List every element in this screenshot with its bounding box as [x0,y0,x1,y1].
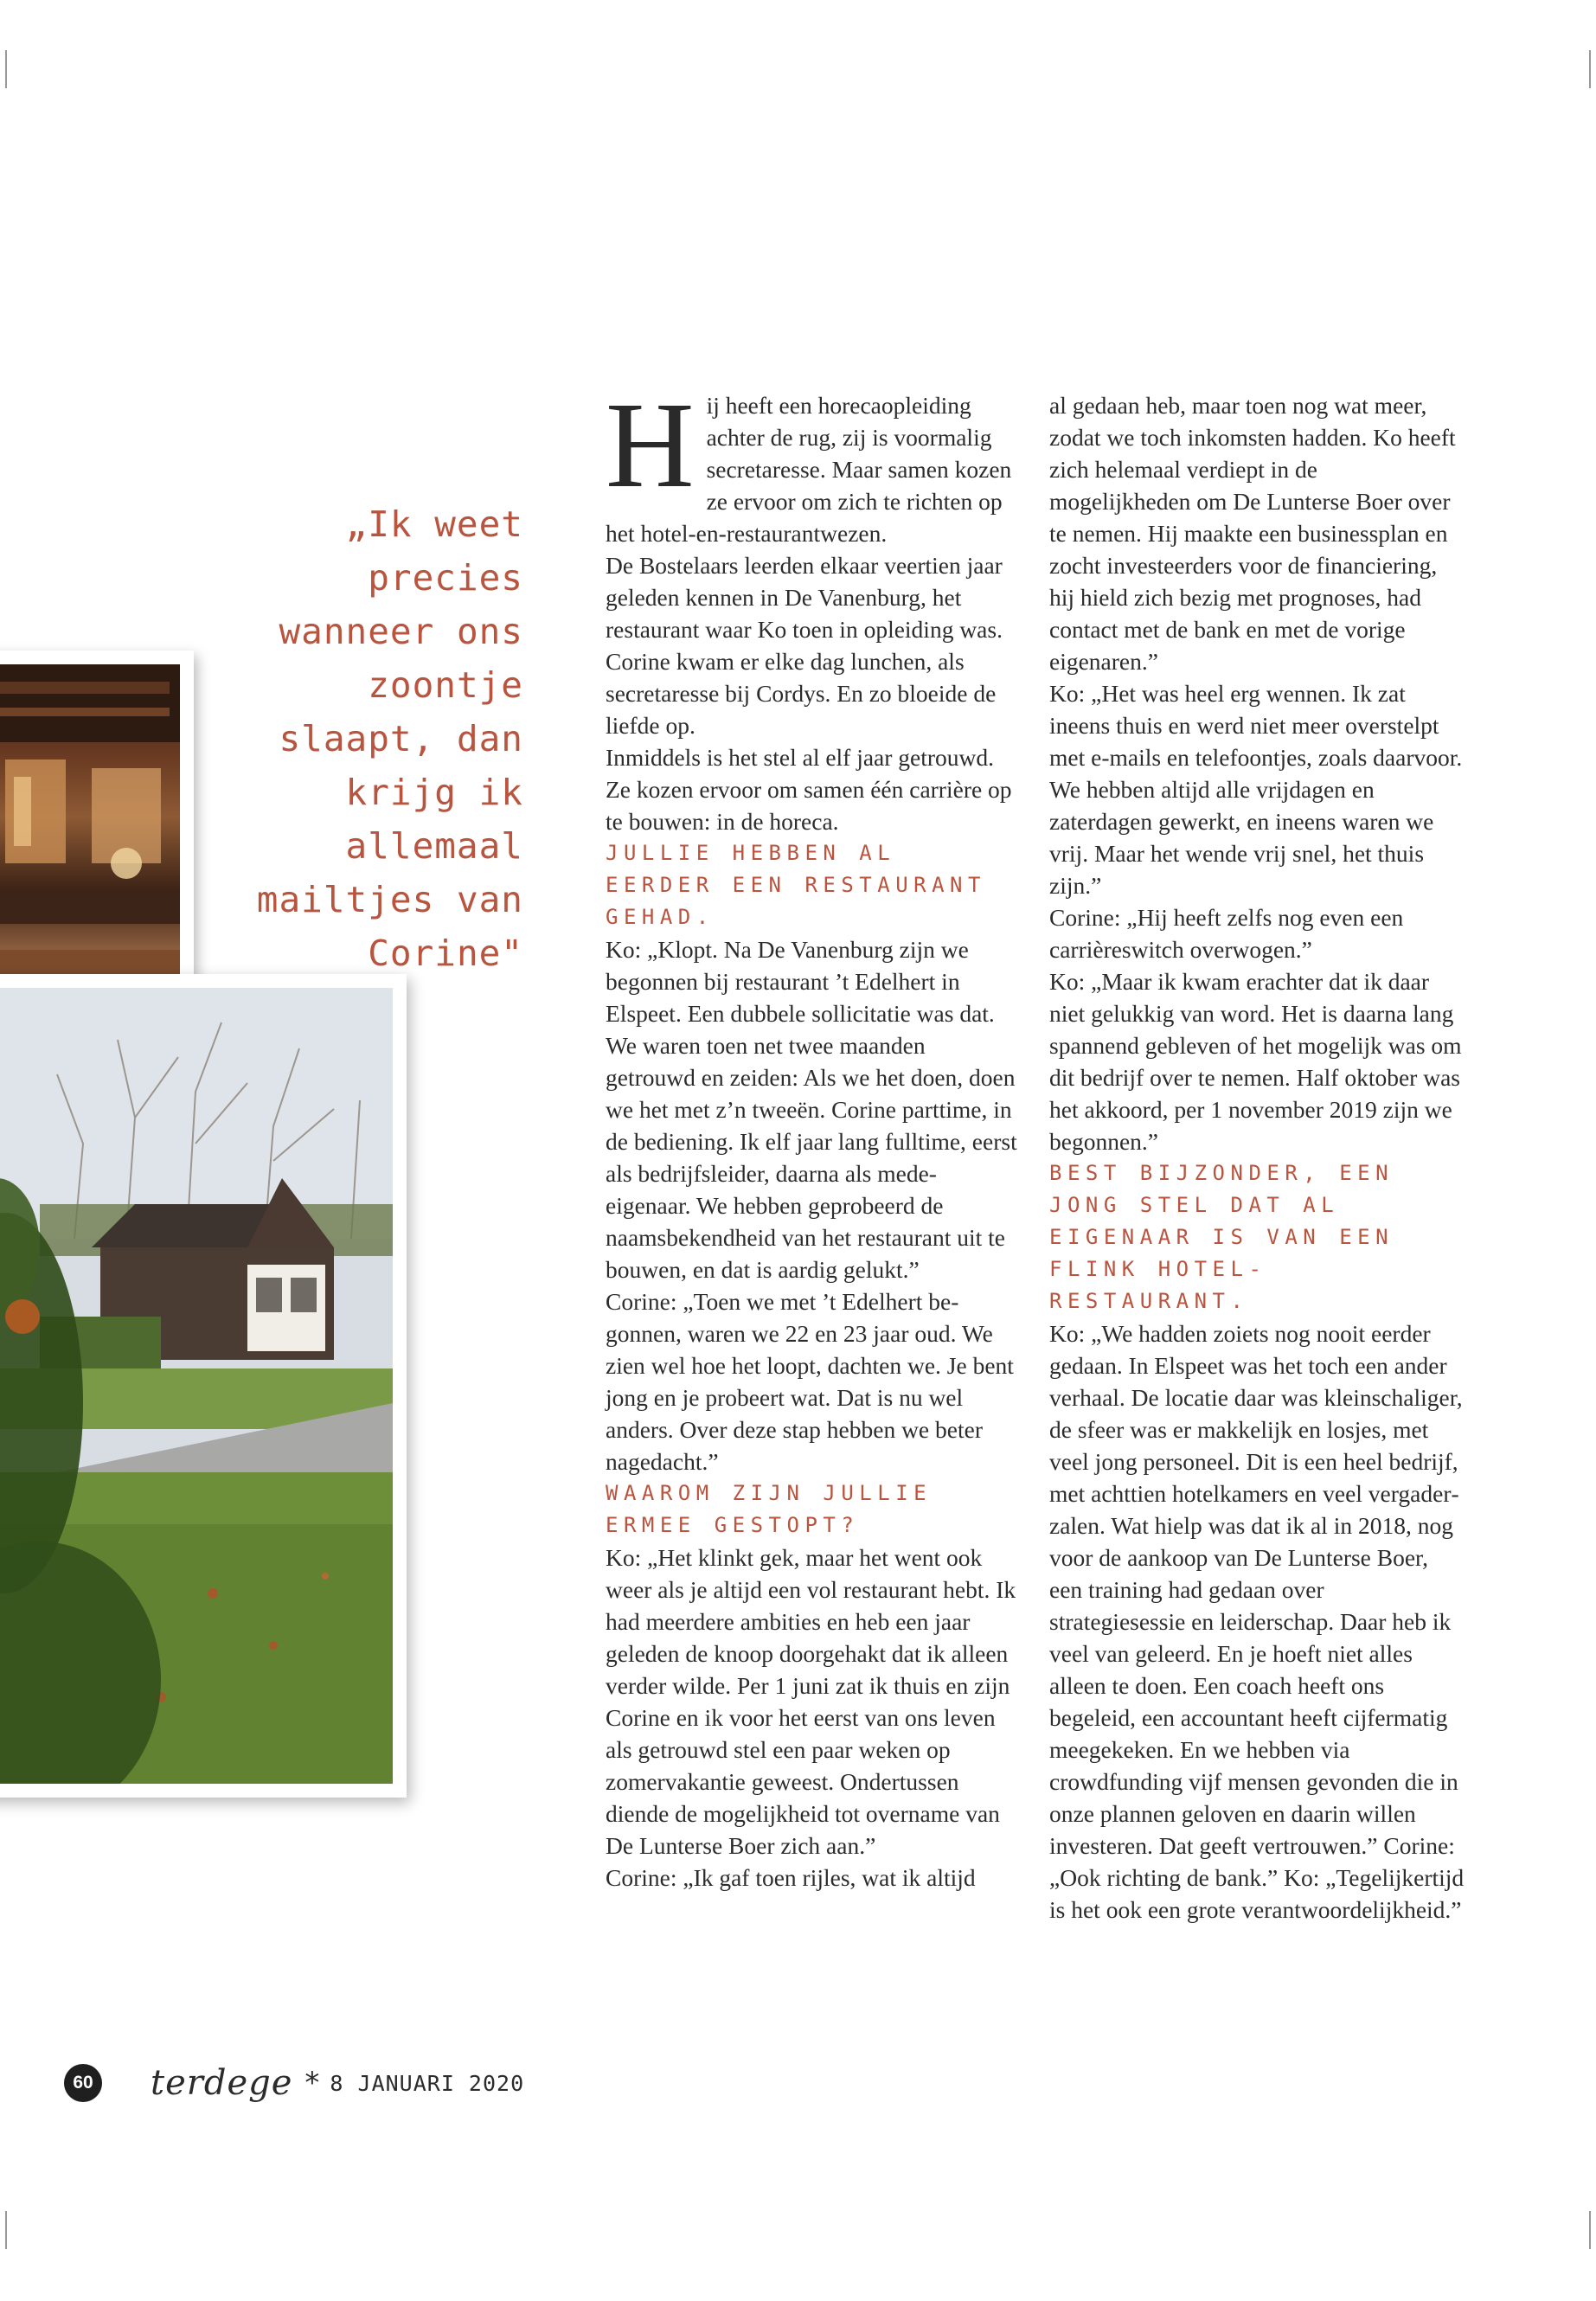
article-paragraph: Inmiddels is het stel al elf jaar getrouwd. Ze kozen ervoor om samen één carrière op te bouwen: in de horeca. [606,744,1012,835]
interview-question: JULLIE HEBBEN AL EERDER EEN RESTAURANT GEHAD. [606,841,986,929]
article-paragraph: Ko: „Klopt. Na De Vanenburg zijn we begonnen bij restaurant ’t Edelhert in Elspeet. Een dubbele sollicitatie was dat. We waren toen net twee maanden getrouwd en zeiden: Als we het doen, doen we het met z’n tweeën. Corine parttime, in de bediening. Ik elf jaar lang fulltime, eerst als bedrijfsleider, daarna als mede-eigenaar. We hebben geprobeerd de naamsbekendheid van het restaurant uit te bouwen, en dat is aardig gelukt.” [606,936,1017,1283]
article-column-1 [606,376,1021,1894]
page-number: 60 [64,2064,102,2102]
hotel-exterior-photo [0,974,407,1798]
crop-mark [5,50,7,88]
drop-cap: H [606,376,695,513]
article-paragraph: Corine: „Toen we met ’t Edelhert begonnen, waren we 22 en 23 jaar oud. We zien wel hoe het loopt, dachten we. Je bent jong en je probeert wat. Dat is nu wel anders. Over deze stap hebben we beter nagedacht.” [606,1288,1014,1475]
page-footer [64,2063,524,2103]
interview-question: BEST BIJZONDER, EEN JONG STEL DAT AL EIGENAAR IS VAN EEN FLINK HOTEL-RESTAURANT. [1049,1161,1394,1313]
article-paragraph: Ko: „Het klinkt gek, maar het went ook weer als je altijd een vol restaurant hebt. Ik had meerdere ambities en heb een jaar geleden de knoop doorgehakt dat ik alleen verder wilde. Per 1 juni zat ik thuis en zijn Corine en ik voor het eerst van ons leven als getrouwd stel een paar weken op zomervakantie geweest. Ondertussen diende de mogelijkheid tot overname van De Lunterse Boer zich aan.” [606,1544,1016,1859]
issue-date: 8 JANUARI 2020 [330,2070,525,2096]
exterior-illustration [0,988,393,1784]
article-paragraph: Ko: „We hadden zoiets nog nooit eerder gedaan. In Elspeet was het toch een ander verhaal. De locatie daar was kleinschaliger, de sfeer was er makkelijk en losjes, met veel jong personeel. Dit is een heel bedrijf, met achttien hotelkamers en veel vergaderzalen. Wat hielp was dat ik al in 2018, nog voor de aankoop van De Lunterse Boer, een training had gedaan over strategiesessie en leiderschap. Daar heb ik veel van geleerd. En je hoeft niet alles alleen te doen. Een coach heeft ons begeleid, een accountant heeft cijfermatig meegekeken. En we hebben via crowdfunding vijf mensen gevonden die in onze plannen geloven en daarin willen investeren. Dat geeft vertrouwen.” Corine: „Ook richting de bank.” Ko: „Tegelijkertijd is het ook een grote verantwoordelijkheid.” [1049,1320,1465,1923]
article-intro: ij heeft een horecaopleiding achter de rug, zij is voormalig secretaresse. Maar samen kozen ze ervoor om zich te richten op het hotel-en-restaurantwezen. [606,392,1012,547]
interview-question: WAAROM ZIJN JULLIE ERMEE GESTOPT? [606,1481,933,1537]
asterisk-separator-icon: * [304,2066,320,2100]
crop-mark [5,2211,7,2249]
magazine-logo: terdege [151,2063,293,2103]
crop-mark [1589,50,1591,88]
article-column-2 [1049,389,1465,1926]
article-paragraph: Corine: „Ik gaf toen rijles, wat ik altijd [606,1864,976,1891]
article-paragraph: Ko: „Maar ik kwam erachter dat ik daar niet gelukkig van word. Het is daarna lang spannend gebleven of het mogelijk was om dit bedrijf over te nemen. Half oktober was het akkoord, per 1 november 2019 zijn we begonnen.” [1049,968,1462,1155]
pull-quote: „Ik weet precies wanneer ons zoontje slaapt, dan krijg ik allemaal mailtjes van Corine" [256,503,523,974]
article-paragraph: Corine: „Hij heeft zelfs nog even een carrièreswitch overwogen.” [1049,904,1404,963]
article-paragraph: De Bostelaars leerden elkaar veertien jaar geleden kennen in De Vanenburg, het restaurant waar Ko toen in opleiding was. Corine kwam er elke dag lunchen, als secretaresse bij Cordys. En zo bloeide de liefde op. [606,552,1003,739]
article-paragraph: al gedaan heb, maar toen nog wat meer, zodat we toch inkomsten hadden. Ko heeft zich helemaal verdiept in de mogelijkheden om De Lunterse Boer over te nemen. Hij maakte een businessplan en zocht investeerders voor de financiering, hij hield zich bezig met prognoses, had contact met de bank en met de vorige eigenaren.” [1049,392,1456,675]
crop-mark [1589,2211,1591,2249]
article-paragraph: Ko: „Het was heel erg wennen. Ik zat ineens thuis en werd niet meer overstelpt met e-mails en telefoontjes, zoals daarvoor. We hebben altijd alle vrijdagen en zaterdagen gewerkt, en ineens waren we vrij. Maar het wende vrij snel, het thuis zijn.” [1049,680,1463,899]
